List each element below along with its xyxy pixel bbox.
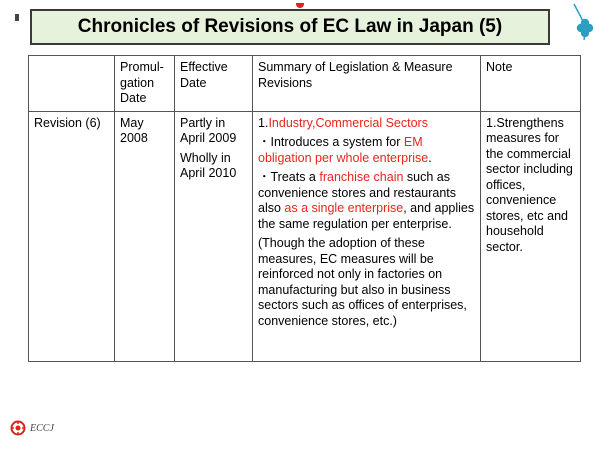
bullet2-post: , and applies the same regulation per enterprise. — [258, 201, 475, 231]
summary-paren-note: (Though the adoption of these measures, EC measures will be reinforced not only in factories on manufacturing but also in business sectors such as offices of enterprises, convenience stores, etc.) — [258, 236, 467, 328]
header-empty — [29, 56, 115, 112]
summary-heading-text: Industry,Commercial Sectors — [268, 115, 428, 130]
table-row — [29, 111, 581, 361]
effective-cell — [175, 111, 253, 361]
slide-title: Chronicles of Revisions of EC Law in Japan (5) — [77, 16, 503, 37]
bullet2-pre: ・Treats a — [258, 170, 320, 184]
note-cell: 1.Strengthens measures for the commercial sector including offices, convenience stores, etc and household sector. — [481, 111, 581, 361]
clover-logo-icon — [568, 0, 600, 42]
bullet2-highlight-2: as a single enterprise — [284, 201, 404, 215]
table-header-row — [29, 56, 581, 112]
eccj-emblem-icon — [10, 420, 26, 436]
bullet1-pre: ・Introduces a system for — [258, 135, 404, 149]
bullet1-post: . — [428, 150, 432, 165]
header-promulgation: Promul-gation Date — [115, 56, 175, 112]
promulgation-cell: May 2008 — [115, 111, 175, 361]
bullet1-highlight: EM obligation per whole enterprise — [258, 135, 429, 165]
revision-cell: Revision (6) — [29, 111, 115, 361]
effective-partly: Partly in April 2009 — [180, 115, 237, 145]
summary-bullet-1 — [258, 135, 475, 166]
header-summary: Summary of Legislation & Measure Revisions — [253, 56, 481, 112]
top-decoration-dot — [296, 3, 304, 8]
summary-bullet-2 — [258, 170, 475, 232]
summary-heading-number: 1. — [258, 115, 269, 130]
logo-text: ECCJ — [30, 422, 54, 434]
slide-title-box — [30, 9, 550, 45]
bullet2-mid: such as convenience stores and restaurants also — [258, 170, 457, 215]
revision-table — [28, 55, 581, 362]
eccj-logo — [10, 420, 54, 436]
header-note: Note — [481, 56, 581, 112]
summary-cell — [253, 111, 481, 361]
header-effective: Effective Date — [175, 56, 253, 112]
corner-mark — [15, 14, 19, 21]
effective-wholly: Wholly in April 2010 — [180, 150, 237, 180]
bullet2-highlight-1: franchise chain — [319, 170, 404, 184]
summary-heading — [258, 116, 475, 132]
